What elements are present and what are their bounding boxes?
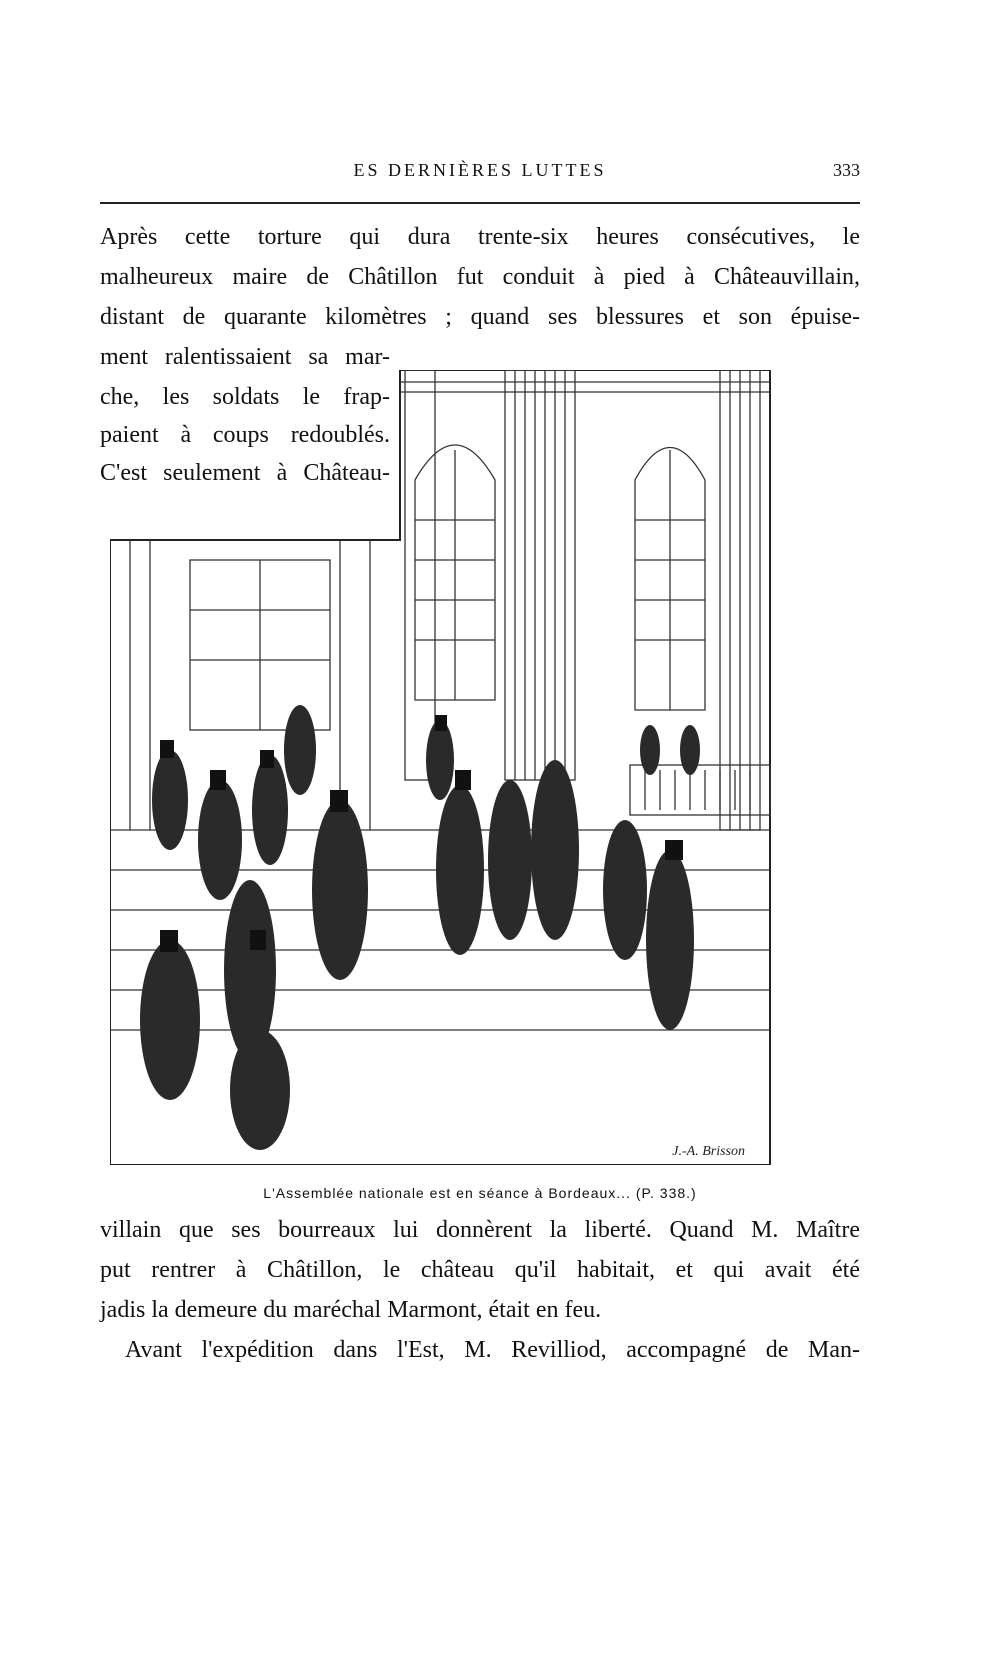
running-head: ES DERNIÈRES LUTTES (353, 160, 607, 180)
paragraph-line: distant de quarante kilomètres ; quand ses blessures et son épuise- (100, 304, 860, 330)
paragraph-line: put rentrer à Châtillon, le château qu'il habitait, et qui avait été (100, 1257, 860, 1283)
wrapped-line: paient à coups redoublés. (100, 422, 390, 448)
page-number: 333 (833, 160, 860, 180)
wrapped-line: ment ralentissaient sa mar- (100, 344, 390, 370)
header-rule (100, 202, 860, 204)
figure-caption: L'Assemblée nationale est en séance à Bordeaux... (P. 338.) (263, 1185, 697, 1201)
engraving-illustration (110, 370, 830, 1165)
engraving-drawing (110, 370, 830, 1165)
artist-signature: J.-A. Brisson (672, 1144, 745, 1159)
paragraph-line: Avant l'expédition dans l'Est, M. Revilliod, accompagné de Man- (125, 1337, 860, 1363)
page-header (100, 160, 860, 190)
paragraph-line: jadis la demeure du maréchal Marmont, était en feu. (100, 1297, 602, 1323)
wrapped-line: C'est seulement à Château- (100, 460, 390, 486)
paragraph-line: Après cette torture qui dura trente-six heures consécutives, le (100, 224, 860, 250)
column-left (405, 370, 435, 780)
paragraph-line: villain que ses bourreaux lui donnèrent la liberté. Quand M. Maître (100, 1217, 860, 1243)
paragraph-line: malheureux maire de Châtillon fut conduit à pied à Châteauvillain, (100, 264, 860, 290)
wrapped-line: che, les soldats le frap- (100, 384, 390, 410)
